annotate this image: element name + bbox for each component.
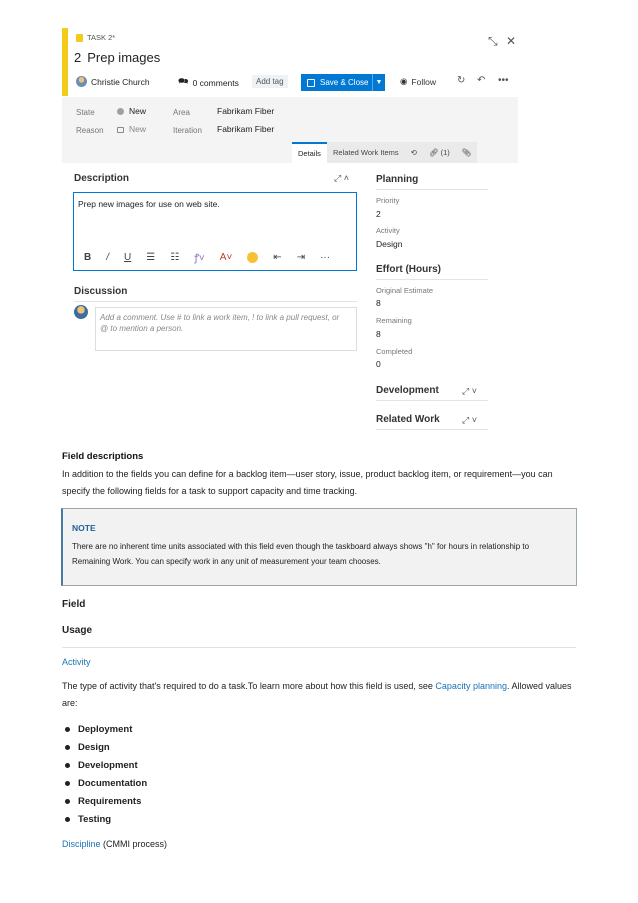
state-label: State <box>76 108 95 117</box>
bullet-icon <box>65 781 70 786</box>
list-item-text: Deployment <box>78 723 133 735</box>
activity-link[interactable]: Activity <box>62 657 91 667</box>
development-heading: Development <box>376 385 439 396</box>
bullet-icon <box>65 763 70 768</box>
emoji-icon[interactable] <box>247 252 258 263</box>
bullet-icon <box>65 745 70 750</box>
follow-button[interactable] <box>400 76 436 87</box>
add-tag-button[interactable]: Add tag <box>252 75 288 88</box>
chevron-down-icon[interactable]: ▼ <box>372 74 385 91</box>
note-title: NOTE <box>72 523 96 533</box>
state-field[interactable] <box>117 106 146 116</box>
discipline-row <box>62 836 582 853</box>
tab-history[interactable] <box>405 142 423 163</box>
completed-label: Completed <box>376 347 413 356</box>
expand-icon[interactable]: ⤢ ˄ <box>334 173 349 183</box>
outdent-icon[interactable]: ⇤ <box>273 251 282 263</box>
section-heading: Field descriptions <box>62 451 144 462</box>
divider <box>376 189 488 190</box>
tab-links[interactable] <box>423 142 456 163</box>
list-item-text: Development <box>78 759 138 771</box>
divider <box>376 429 488 430</box>
save-close-label: Save & Close <box>320 78 369 87</box>
list-item <box>62 774 147 792</box>
state-dot-icon <box>117 108 124 115</box>
list-item <box>62 720 147 738</box>
work-item-type <box>76 33 115 42</box>
links-count: (1) <box>440 148 450 157</box>
discussion-heading: Discussion <box>74 286 128 297</box>
work-item-type-accent <box>62 28 68 96</box>
bold-icon[interactable]: B <box>84 251 92 263</box>
related-work-heading: Related Work <box>376 414 440 425</box>
activity-description-text: The type of activity that's required to do a task.To learn more about how this field is used, see <box>62 681 436 691</box>
follow-label: Follow <box>411 76 436 87</box>
table-header-usage: Usage <box>62 625 93 636</box>
description-text: Prep new images for use on web site. <box>78 199 220 209</box>
underline-icon[interactable]: U <box>124 251 132 263</box>
bullet-icon <box>65 817 70 822</box>
close-icon[interactable]: ✕ <box>506 34 517 48</box>
tab-related-work-items[interactable]: Related Work Items <box>327 142 405 163</box>
avatar <box>74 305 88 319</box>
link-icon: 🔗︎ <box>428 148 439 157</box>
comments-link[interactable] <box>178 76 239 90</box>
note-text: There are no inherent time units associated with this field even though the taskboard always shows "h" for hours in relationship to Remaining Work. You can specify work in any unit of measurement your team chooses. <box>72 542 530 566</box>
save-close-button[interactable] <box>301 74 385 91</box>
refresh-icon[interactable]: ↻ <box>457 75 466 86</box>
more-actions-icon[interactable]: ••• <box>498 75 509 86</box>
list-item <box>62 738 147 756</box>
list-item <box>62 756 147 774</box>
activity-label: Activity <box>376 226 400 235</box>
save-icon <box>307 79 315 87</box>
work-item-tabs <box>292 142 477 163</box>
divider <box>62 647 576 648</box>
planning-heading: Planning <box>376 174 419 185</box>
discipline-suffix: (CMMI process) <box>100 839 168 849</box>
more-icon[interactable]: ··· <box>320 251 331 263</box>
list-item-text: Design <box>78 741 110 753</box>
avatar <box>76 76 87 87</box>
capacity-planning-link[interactable]: Capacity planning <box>435 681 507 691</box>
comments-count: 0 comments <box>192 78 239 88</box>
state-value: New <box>129 106 147 116</box>
expand-icon[interactable]: ⤡ <box>488 34 498 48</box>
reason-label: Reason <box>76 126 104 135</box>
list-item-text: Testing <box>78 813 112 825</box>
original-estimate-value[interactable]: 8 <box>376 298 381 308</box>
discipline-link[interactable]: Discipline <box>62 839 101 849</box>
highlight-icon[interactable]: ꝭ˅ <box>194 253 205 264</box>
comment-placeholder: Add a comment. Use # to link a work item, ! to link a pull request, or @ to mention a person. <box>100 313 340 334</box>
activity-description <box>62 678 572 712</box>
priority-value[interactable]: 2 <box>376 209 381 219</box>
iteration-value[interactable]: Fabrikam Fiber <box>217 124 275 134</box>
completed-value[interactable]: 0 <box>376 359 381 369</box>
iteration-label: Iteration <box>173 126 202 135</box>
divider <box>376 279 488 280</box>
reason-value: New <box>129 124 147 134</box>
divider <box>74 301 357 302</box>
bullet-list-icon[interactable]: ☰ <box>146 251 156 263</box>
original-estimate-label: Original Estimate <box>376 286 434 295</box>
work-item-type-label: TASK 2* <box>87 33 116 42</box>
history-icon: ⟲ <box>410 148 417 157</box>
tab-attachments[interactable] <box>456 142 478 163</box>
table-header-field: Field <box>62 599 86 610</box>
activity-value[interactable]: Design <box>376 239 403 249</box>
work-item-title[interactable] <box>74 50 160 65</box>
list-item <box>62 810 147 828</box>
work-item-title-text: Prep images <box>87 50 161 65</box>
divider <box>376 400 488 401</box>
eye-icon: ◉ <box>400 76 408 86</box>
remaining-value[interactable]: 8 <box>376 329 381 339</box>
font-color-icon[interactable]: A˅ <box>219 251 233 263</box>
list-item <box>62 792 147 810</box>
effort-heading: Effort (Hours) <box>376 264 441 275</box>
expand-collapse-icon[interactable]: ⤢ ˅ <box>462 386 477 396</box>
allowed-values-list <box>62 720 147 828</box>
italic-icon[interactable]: / <box>106 251 110 263</box>
area-label: Area <box>173 108 190 117</box>
remaining-label: Remaining <box>376 316 412 325</box>
expand-collapse-icon[interactable]: ⤢ ˅ <box>462 415 477 425</box>
tab-details[interactable]: Details <box>292 142 327 163</box>
work-item-number: 2 <box>74 50 82 65</box>
intro-paragraph: In addition to the fields you can define for a backlog item—user story, issue, product backlog item, or requirement—you can specify the following fields for a task to support capacity and time tracking. <box>62 469 553 496</box>
comment-icon: 🗪 <box>178 76 189 86</box>
format-toolbar <box>84 250 330 264</box>
task-icon <box>76 34 83 42</box>
indent-icon[interactable]: ⇥ <box>296 251 306 263</box>
bullet-icon <box>65 727 70 732</box>
list-item-text: Documentation <box>78 777 148 789</box>
activity-description-suffix: . Allowed values are: <box>62 681 572 708</box>
undo-icon[interactable]: ↶ <box>477 75 486 86</box>
priority-label: Priority <box>376 196 400 205</box>
lock-icon <box>117 127 124 133</box>
assigned-to[interactable] <box>76 76 150 87</box>
description-heading: Description <box>74 173 130 184</box>
list-item-text: Requirements <box>78 795 142 807</box>
paperclip-icon: 📎︎ <box>461 148 472 157</box>
numbered-list-icon[interactable]: ☷ <box>170 251 180 263</box>
bullet-icon <box>65 799 70 804</box>
area-value[interactable]: Fabrikam Fiber <box>217 106 275 116</box>
assignee-name: Christie Church <box>91 76 150 87</box>
reason-field <box>117 124 146 134</box>
